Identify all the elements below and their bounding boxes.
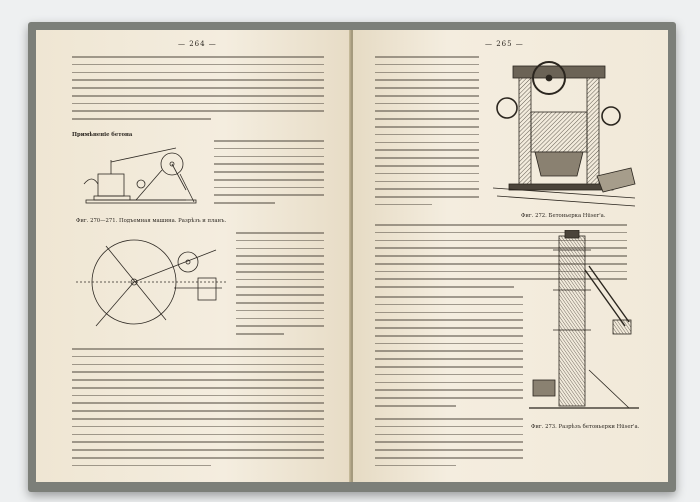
text-line xyxy=(214,148,324,150)
text-line xyxy=(72,449,324,451)
text-line xyxy=(375,449,523,451)
text-line xyxy=(72,356,324,358)
figure-caption-right-2: Фиг. 273. Разрѣзъ бетоньерки Hüser'а. xyxy=(531,424,640,430)
text-line xyxy=(72,64,324,66)
text-line xyxy=(72,387,324,389)
text-line xyxy=(375,165,479,167)
text-line xyxy=(236,263,324,265)
text-line xyxy=(375,95,479,97)
text-line xyxy=(72,103,324,105)
text-line xyxy=(375,157,479,159)
text-line xyxy=(236,279,324,281)
text-line xyxy=(375,149,479,151)
text-paragraph-bottom xyxy=(72,348,324,473)
text-line xyxy=(72,418,324,420)
text-line xyxy=(236,248,324,250)
text-line xyxy=(375,110,479,112)
lever-press-machine-illustration xyxy=(76,140,204,214)
text-line xyxy=(236,302,324,304)
text-line xyxy=(375,434,523,436)
text-line xyxy=(375,418,523,420)
text-line xyxy=(72,371,324,373)
text-line xyxy=(375,134,479,136)
left-page xyxy=(36,30,351,482)
text-line xyxy=(236,318,324,320)
text-line xyxy=(236,271,324,273)
text-line xyxy=(72,95,324,97)
text-line xyxy=(236,286,324,288)
text-paragraph-top xyxy=(72,56,324,126)
text-line xyxy=(236,333,284,335)
page-number-right: — 265 — xyxy=(485,40,524,48)
text-line xyxy=(375,382,523,384)
mixer-tower-section-illustration xyxy=(529,230,639,418)
text-line xyxy=(375,319,523,321)
text-line xyxy=(375,142,479,144)
text-line xyxy=(375,87,479,89)
text-line xyxy=(72,87,324,89)
text-line xyxy=(375,173,479,175)
text-line xyxy=(214,163,324,165)
text-line xyxy=(72,402,324,404)
text-line xyxy=(375,335,523,337)
text-line xyxy=(375,374,523,376)
text-line xyxy=(214,179,324,181)
text-line xyxy=(72,110,324,112)
text-line xyxy=(375,181,479,183)
text-line xyxy=(375,343,523,345)
text-line xyxy=(72,441,324,443)
text-line xyxy=(236,325,324,327)
figure-caption-right-1: Фиг. 272. Бетоньерка Hüser'а. xyxy=(521,213,606,219)
text-line xyxy=(375,204,432,206)
text-line xyxy=(236,294,324,296)
text-line xyxy=(375,389,523,391)
text-line xyxy=(375,426,523,428)
text-line xyxy=(375,126,479,128)
text-line xyxy=(72,465,211,467)
text-line xyxy=(72,410,324,412)
text-line xyxy=(375,64,479,66)
text-line xyxy=(236,240,324,242)
text-line xyxy=(375,196,479,198)
text-line xyxy=(375,441,523,443)
text-line xyxy=(375,358,523,360)
press-machine-plan-illustration xyxy=(76,230,226,338)
figure-caption-left: Фиг. 270—271. Подъемная машина. Разрѣзъ и планъ. xyxy=(76,218,227,224)
text-line xyxy=(375,224,627,226)
text-line xyxy=(375,103,479,105)
text-line xyxy=(375,79,479,81)
text-line xyxy=(72,426,324,428)
concrete-mixer-illustration xyxy=(489,56,639,208)
text-line xyxy=(72,79,324,81)
text-line xyxy=(72,457,324,459)
text-column-left-final xyxy=(375,418,523,472)
text-line xyxy=(375,286,514,288)
text-line xyxy=(214,140,324,142)
text-line xyxy=(72,72,324,74)
text-line xyxy=(214,156,324,158)
text-line xyxy=(72,395,324,397)
text-line xyxy=(214,194,324,196)
text-line xyxy=(214,202,275,204)
text-line xyxy=(375,327,523,329)
page-number-left: — 264 — xyxy=(178,40,217,48)
text-line xyxy=(375,465,456,467)
run-in-heading: Примѣненіе бетона xyxy=(72,132,133,138)
text-line xyxy=(72,56,324,58)
text-line xyxy=(72,118,211,120)
text-line xyxy=(214,171,324,173)
right-page xyxy=(353,30,668,482)
text-line xyxy=(375,304,523,306)
text-line xyxy=(236,232,324,234)
text-line xyxy=(72,434,324,436)
text-line xyxy=(72,348,324,350)
text-column-left-bottom xyxy=(375,296,523,413)
text-line xyxy=(375,118,479,120)
text-line xyxy=(375,56,479,58)
text-line xyxy=(236,310,324,312)
text-line xyxy=(72,364,324,366)
text-column-right-2 xyxy=(236,232,324,341)
text-line xyxy=(375,312,523,314)
text-line xyxy=(375,366,523,368)
text-line xyxy=(375,296,523,298)
text-line xyxy=(375,188,479,190)
text-line xyxy=(375,405,456,407)
text-line xyxy=(375,350,523,352)
text-line xyxy=(375,397,523,399)
open-book xyxy=(36,30,668,482)
text-column-left-top xyxy=(375,56,479,212)
text-line xyxy=(72,379,324,381)
text-column-right-1 xyxy=(214,140,324,210)
text-line xyxy=(214,187,324,189)
text-line xyxy=(375,457,523,459)
text-line xyxy=(236,255,324,257)
text-line xyxy=(375,72,479,74)
